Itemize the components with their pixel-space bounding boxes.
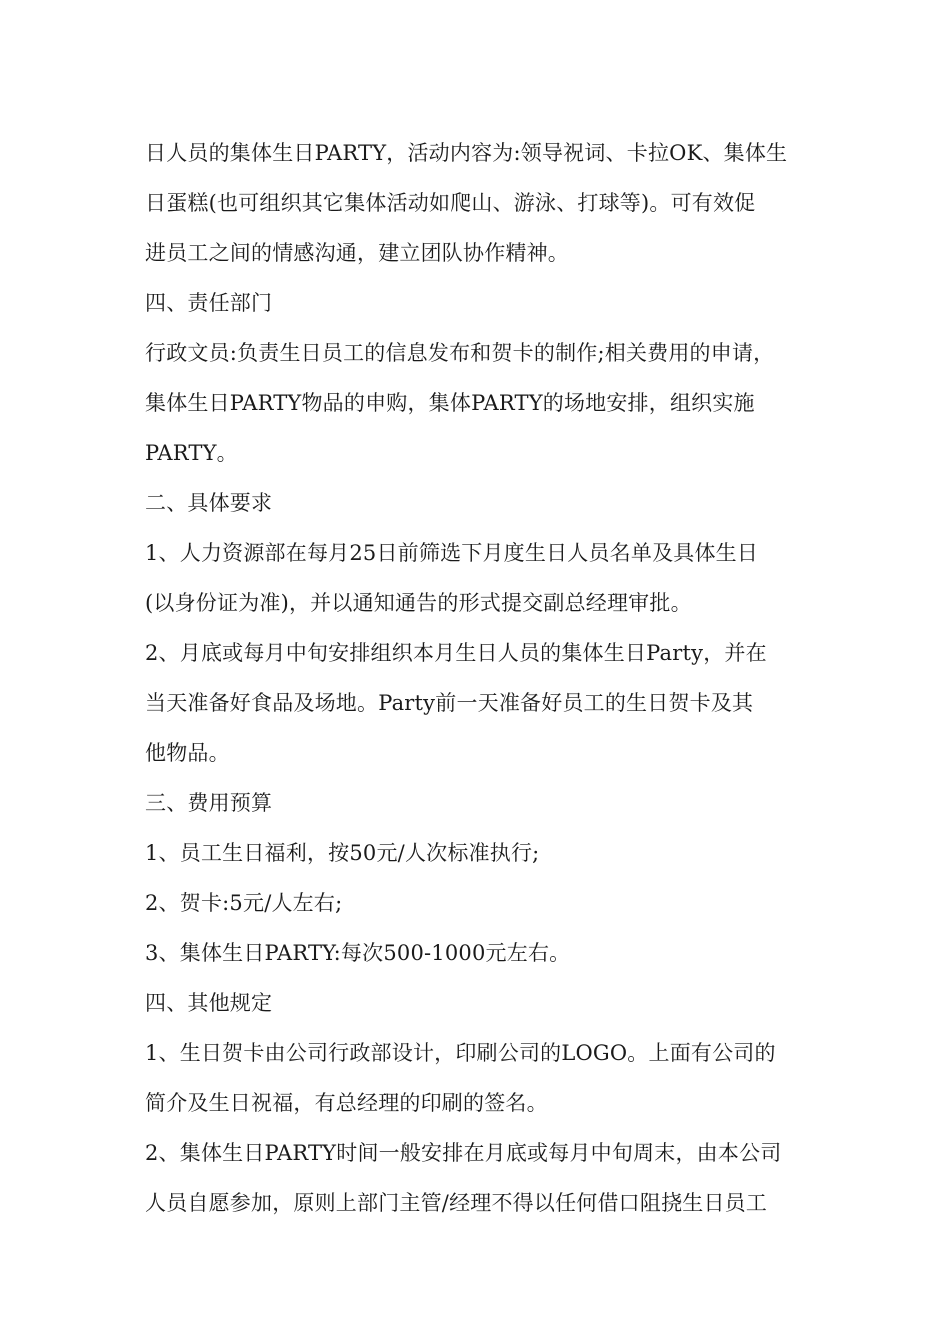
text-line: (以身份证为准)，并以通知通告的形式提交副总经理审批。 — [145, 591, 692, 615]
text-line: 2、集体生日PARTY时间一般安排在月底或每月中旬周末，由本公司 — [145, 1141, 782, 1165]
text-line: 1、生日贺卡由公司行政部设计，印刷公司的LOGO。上面有公司的 — [145, 1041, 776, 1065]
section-heading: 二、具体要求 — [145, 491, 273, 515]
text-line: 人员自愿参加，原则上部门主管/经理不得以任何借口阻挠生日员工 — [145, 1191, 768, 1215]
text-line: 1、人力资源部在每月25日前筛选下月度生日人员名单及具体生日 — [145, 541, 759, 565]
section-heading: 四、其他规定 — [145, 991, 273, 1015]
text-line: 2、贺卡:5元/人左右; — [145, 891, 343, 915]
text-line: 进员工之间的情感沟通，建立团队协作精神。 — [145, 241, 569, 265]
text-line: 集体生日PARTY物品的申购，集体PARTY的场地安排，组织实施 — [145, 391, 755, 415]
document-body — [145, 128, 810, 1228]
text-line: 行政文员:负责生日员工的信息发布和贺卡的制作;相关费用的申请， — [145, 341, 775, 365]
text-line: PARTY。 — [145, 441, 238, 465]
text-line: 当天准备好食品及场地。Party前一天准备好员工的生日贺卡及其 — [145, 691, 754, 715]
text-line: 他物品。 — [145, 741, 230, 765]
section-heading: 四、责任部门 — [145, 291, 273, 315]
text-line: 日人员的集体生日PARTY，活动内容为:领导祝词、卡拉OK、集体生 — [145, 141, 788, 165]
text-line: 2、月底或每月中旬安排组织本月生日人员的集体生日Party，并在 — [145, 641, 767, 665]
text-line: 3、集体生日PARTY:每次500-1000元左右。 — [145, 941, 571, 965]
section-heading: 三、费用预算 — [145, 791, 273, 815]
text-line: 简介及生日祝福，有总经理的印刷的签名。 — [145, 1091, 548, 1115]
text-line: 1、员工生日福利，按50元/人次标准执行; — [145, 841, 540, 865]
text-line: 日蛋糕(也可组织其它集体活动如爬山、游泳、打球等)。可有效促 — [145, 191, 756, 215]
